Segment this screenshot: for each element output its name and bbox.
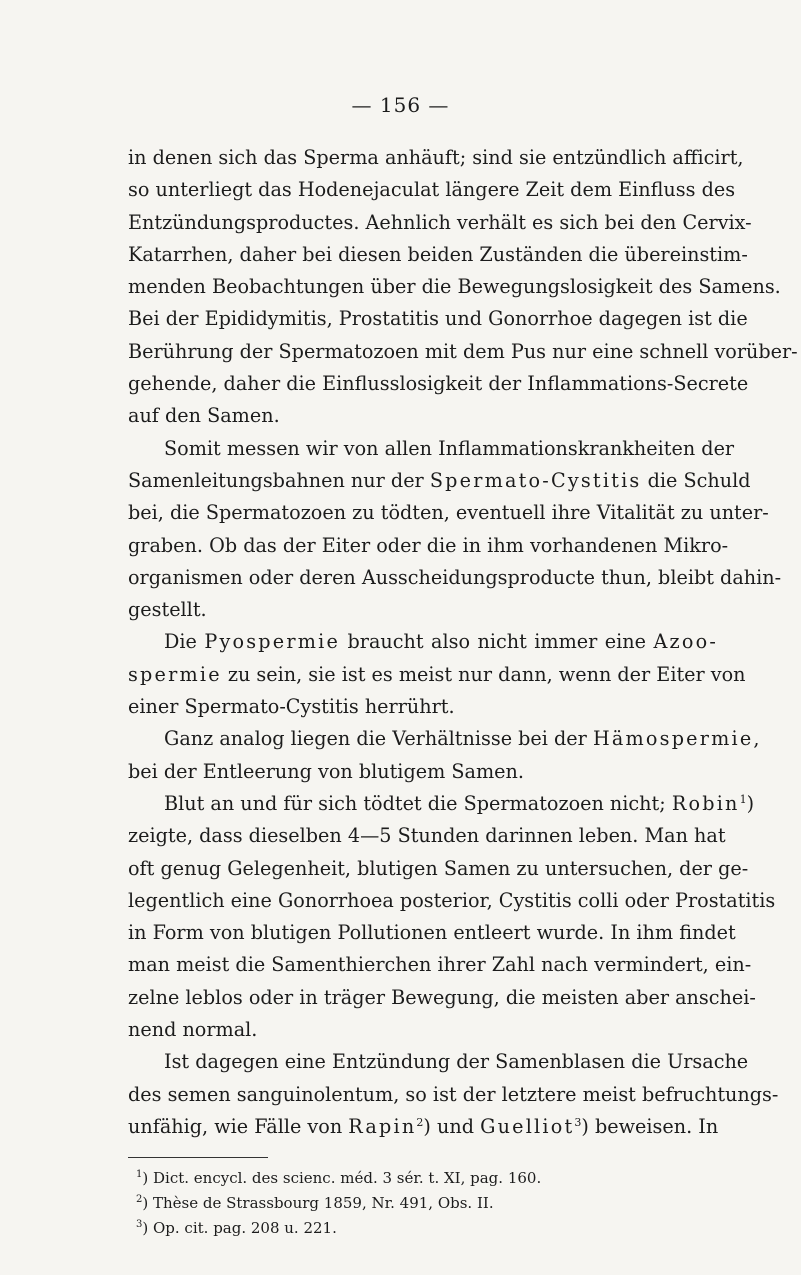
text-line: legentlich eine Gonorrhoea posterior, Cystitis colli oder Prostatitis: [128, 888, 776, 912]
spaced-term: Pyospermie: [204, 630, 341, 654]
footnote-marker: 3: [136, 1219, 143, 1230]
footnote-rule: [128, 1157, 268, 1158]
text-line: nend normal.: [128, 1018, 258, 1042]
footnote-marker: 3: [574, 1115, 582, 1129]
text-line: [128, 788, 755, 820]
text-line: des semen sanguinolentum, so ist der letztere meist befruchtungs-: [128, 1082, 779, 1106]
text-run: ) und: [423, 1114, 481, 1138]
footnote: [128, 1191, 718, 1216]
page-number: — 156 —: [351, 93, 450, 117]
text-line: menden Beobachtungen über die Bewegungslosigkeit des Samens.: [128, 275, 781, 299]
text-line: gehende, daher die Einflusslosigkeit der Inflammations-Secrete: [128, 372, 749, 396]
text-run: ): [746, 791, 755, 815]
text-line: so unterliegt das Hodenejaculat längere Zeit dem Einfluss des: [128, 178, 736, 202]
spaced-term: Guelliot: [480, 1114, 575, 1138]
text-line: [128, 465, 751, 497]
text-line: bei der Entleerung von blutigem Samen.: [128, 759, 524, 783]
spaced-term: spermie: [128, 662, 222, 686]
footnote-marker: 2: [136, 1194, 143, 1205]
text-line: [128, 659, 746, 691]
text-line: Ist dagegen eine Entzündung der Samenblasen die Ursache: [164, 1050, 749, 1074]
spaced-term: Azoo-: [653, 630, 719, 654]
text-line: in denen sich das Sperma anhäuft; sind sie entzündlich afficirt,: [128, 146, 744, 169]
spaced-term: Spermato-Cystitis: [429, 468, 642, 492]
text-run: Blut an und für sich tödtet die Spermatozoen nicht;: [164, 791, 672, 815]
footnotes: [128, 1166, 718, 1241]
text-line: organismen oder deren Ausscheidungsproducte thun, bleibt dahin-: [128, 565, 782, 589]
text-line: einer Spermato-Cystitis herrührt.: [128, 695, 455, 719]
text-run: Samenleitungsbahnen nur der: [128, 468, 430, 492]
spaced-term: Hämospermie: [592, 727, 754, 751]
text-line: oft genug Gelegenheit, blutigen Samen zu untersuchen, der ge-: [128, 856, 749, 880]
footnote: [128, 1216, 718, 1241]
text-line: Berührung der Spermatozoen mit dem Pus nur eine schnell vorüber-: [128, 339, 798, 363]
text-line: Entzündungsproductes. Aehnlich verhält es sich bei den Cervix-: [128, 210, 752, 234]
text-run: Ganz analog liegen die Verhältnisse bei der: [164, 727, 593, 751]
text-line: [128, 723, 760, 755]
text-run: ,: [753, 727, 760, 751]
text-line: Somit messen wir von allen Inflammationskrankheiten der: [164, 436, 735, 460]
text-run: die Schuld: [641, 468, 751, 492]
text-line: in Form von blutigen Pollutionen entleert wurde. In ihm findet: [128, 921, 736, 945]
text-run: ) beweisen. In: [581, 1114, 719, 1138]
text-run: unfähig, wie Fälle von: [128, 1114, 349, 1138]
footnote-text: ) Thèse de Strassbourg 1859, Nr. 491, Obs. II.: [142, 1194, 494, 1212]
footnote-marker: 1: [136, 1169, 143, 1180]
footnote-marker: 2: [416, 1115, 424, 1129]
footnote: [128, 1166, 718, 1191]
text-line: [128, 1111, 718, 1143]
text-line: zelne leblos oder in träger Bewegung, die meisten aber anschei-: [128, 985, 756, 1009]
body-text: [128, 142, 798, 1143]
text-line: zeigte, dass dieselben 4—5 Stunden darinnen leben. Man hat: [128, 824, 726, 848]
footnote-text: ) Dict. encycl. des scienc. méd. 3 sér. t. XI, pag. 160.: [142, 1169, 542, 1187]
footnote-text: ) Op. cit. pag. 208 u. 221.: [142, 1219, 337, 1237]
text-line: auf den Samen.: [128, 404, 280, 428]
text-line: Bei der Epididymitis, Prostatitis und Gonorrhoe dagegen ist die: [128, 307, 748, 331]
text-line: [128, 626, 718, 658]
text-line: gestellt.: [128, 598, 207, 622]
text-run: Die: [164, 630, 205, 654]
spaced-term: Rapin: [348, 1114, 417, 1138]
text-line: man meist die Samenthierchen ihrer Zahl nach vermindert, ein-: [128, 953, 752, 977]
text-line: graben. Ob das der Eiter oder die in ihm vorhandenen Mikro-: [128, 533, 729, 557]
spaced-term: Robin: [671, 791, 740, 815]
text-run: braucht also nicht immer eine: [340, 630, 654, 654]
text-run: zu sein, sie ist es meist nur dann, wenn der Eiter von: [221, 662, 746, 686]
text-line: bei, die Spermatozoen zu tödten, eventuell ihre Vitalität zu unter-: [128, 501, 769, 525]
text-line: Katarrhen, daher bei diesen beiden Zuständen die übereinstim-: [128, 242, 748, 266]
footnote-marker: 1: [739, 792, 747, 806]
